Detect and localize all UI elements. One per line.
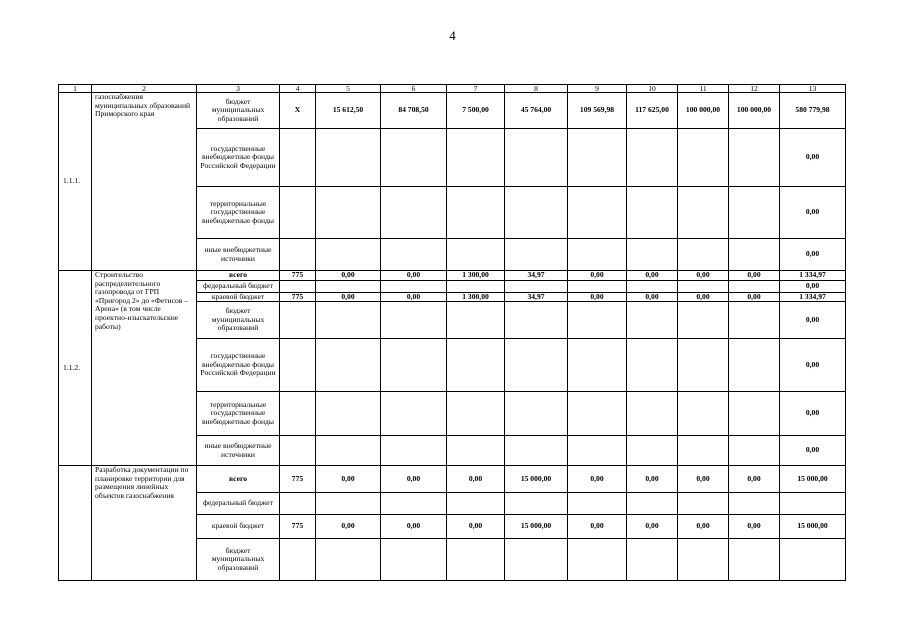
value-cell [505, 280, 568, 292]
budget-table [58, 84, 846, 581]
value-cell [316, 187, 381, 239]
value-cell [729, 539, 780, 581]
header-row [59, 85, 846, 93]
value-cell: 0,00 [627, 466, 678, 493]
value-cell [627, 436, 678, 466]
funding-source: иные внебюджетные источники [197, 239, 280, 271]
value-cell [381, 392, 447, 436]
value-cell [316, 392, 381, 436]
value-cell [568, 239, 627, 271]
value-cell [447, 493, 505, 515]
value-cell [627, 302, 678, 339]
value-cell: 0,00 [316, 271, 381, 281]
value-cell [729, 302, 780, 339]
value-cell: 34,97 [505, 292, 568, 302]
value-cell [505, 129, 568, 187]
value-cell: 100 000,00 [678, 93, 729, 129]
value-cell [381, 436, 447, 466]
value-cell [505, 392, 568, 436]
column-header: 11 [678, 85, 729, 93]
value-cell: 580 779,98 [780, 93, 846, 129]
value-cell: 0,00 [780, 392, 846, 436]
value-cell [316, 493, 381, 515]
value-cell [678, 539, 729, 581]
value-cell [316, 539, 381, 581]
funding-source: всего [197, 466, 280, 493]
value-cell: 0,00 [780, 302, 846, 339]
value-cell [568, 392, 627, 436]
value-cell [280, 339, 316, 392]
value-cell [729, 436, 780, 466]
value-cell [316, 436, 381, 466]
value-cell: 15 000,00 [505, 515, 568, 539]
value-cell [627, 392, 678, 436]
value-cell [678, 280, 729, 292]
value-cell: 1 334,97 [780, 271, 846, 281]
column-header: 6 [381, 85, 447, 93]
value-cell: 1 300,00 [447, 271, 505, 281]
value-cell: 0,00 [729, 515, 780, 539]
value-cell [447, 187, 505, 239]
item-description: Разработка документации по планировке территории для размещения линейных объектов газоснабжения [92, 466, 197, 581]
value-cell: 0,00 [780, 280, 846, 292]
funding-source: иные внебюджетные источники [197, 436, 280, 466]
value-cell: 0,00 [381, 292, 447, 302]
item-code: 1.1.1. [59, 93, 92, 271]
column-header: 3 [197, 85, 280, 93]
value-cell: 0,00 [381, 271, 447, 281]
value-cell [729, 493, 780, 515]
value-cell [280, 302, 316, 339]
value-cell [627, 239, 678, 271]
value-cell [316, 129, 381, 187]
value-cell: 0,00 [568, 515, 627, 539]
value-cell [316, 239, 381, 271]
value-cell [381, 129, 447, 187]
value-cell [381, 280, 447, 292]
value-cell [568, 280, 627, 292]
value-cell [627, 539, 678, 581]
value-cell [568, 339, 627, 392]
funding-source: территориальные государственные внебюджетные фонды [197, 392, 280, 436]
column-header: 12 [729, 85, 780, 93]
value-cell: 0,00 [316, 292, 381, 302]
value-cell [447, 436, 505, 466]
value-cell [381, 187, 447, 239]
funding-source: краевой бюджет [197, 292, 280, 302]
column-header: 7 [447, 85, 505, 93]
value-cell: 117 625,00 [627, 93, 678, 129]
funding-source: всего [197, 271, 280, 281]
funding-source: государственные внебюджетные фонды Российской Федерации [197, 339, 280, 392]
value-cell: 0,00 [381, 515, 447, 539]
value-cell [447, 280, 505, 292]
value-cell [316, 302, 381, 339]
value-cell [280, 129, 316, 187]
value-cell [678, 239, 729, 271]
value-cell: 0,00 [729, 271, 780, 281]
item-code [59, 466, 92, 581]
value-cell: 775 [280, 292, 316, 302]
value-cell: 15 000,00 [780, 515, 846, 539]
value-cell [729, 339, 780, 392]
value-cell [447, 129, 505, 187]
value-cell [505, 493, 568, 515]
value-cell: X [280, 93, 316, 129]
value-cell: 0,00 [780, 339, 846, 392]
value-cell [505, 239, 568, 271]
value-cell: 15 612,50 [316, 93, 381, 129]
value-cell: 0,00 [447, 466, 505, 493]
value-cell [280, 392, 316, 436]
value-cell [678, 436, 729, 466]
value-cell: 0,00 [627, 271, 678, 281]
value-cell: 100 000,00 [729, 93, 780, 129]
value-cell [568, 539, 627, 581]
value-cell: 0,00 [447, 515, 505, 539]
value-cell: 1 334,97 [780, 292, 846, 302]
value-cell: 0,00 [729, 292, 780, 302]
page-number: 4 [449, 28, 456, 43]
funding-source: территориальные государственные внебюджетные фонды [197, 187, 280, 239]
value-cell: 0,00 [316, 515, 381, 539]
budget-table-body [59, 85, 846, 581]
funding-source: федеральный бюджет [197, 280, 280, 292]
value-cell [447, 239, 505, 271]
value-cell [505, 436, 568, 466]
funding-source: федеральный бюджет [197, 493, 280, 515]
funding-source: бюджет муниципальных образований [197, 93, 280, 129]
table-row [59, 271, 846, 281]
value-cell: 0,00 [568, 292, 627, 302]
value-cell: 0,00 [678, 466, 729, 493]
value-cell: 775 [280, 271, 316, 281]
funding-source: бюджет муниципальных образований [197, 302, 280, 339]
column-header: 8 [505, 85, 568, 93]
column-header: 13 [780, 85, 846, 93]
value-cell [568, 493, 627, 515]
value-cell [280, 493, 316, 515]
value-cell [627, 339, 678, 392]
value-cell: 1 300,00 [447, 292, 505, 302]
value-cell [627, 280, 678, 292]
item-description: газоснабжения муниципальных образований Приморского края [92, 93, 197, 271]
value-cell [381, 239, 447, 271]
value-cell [729, 280, 780, 292]
value-cell: 775 [280, 466, 316, 493]
value-cell [780, 493, 846, 515]
value-cell: 34,97 [505, 271, 568, 281]
column-header: 4 [280, 85, 316, 93]
value-cell [678, 493, 729, 515]
value-cell [568, 302, 627, 339]
value-cell: 7 500,00 [447, 93, 505, 129]
column-header: 1 [59, 85, 92, 93]
value-cell: 0,00 [780, 239, 846, 271]
table-row [59, 93, 846, 129]
value-cell: 15 000,00 [780, 466, 846, 493]
value-cell [280, 280, 316, 292]
value-cell: 0,00 [678, 271, 729, 281]
column-header: 5 [316, 85, 381, 93]
value-cell [381, 302, 447, 339]
value-cell: 109 569,98 [568, 93, 627, 129]
value-cell: 15 000,00 [505, 466, 568, 493]
value-cell [568, 436, 627, 466]
value-cell [381, 339, 447, 392]
value-cell [316, 339, 381, 392]
value-cell [568, 129, 627, 187]
value-cell: 0,00 [568, 271, 627, 281]
value-cell [280, 187, 316, 239]
value-cell [280, 539, 316, 581]
value-cell: 0,00 [780, 187, 846, 239]
value-cell: 0,00 [678, 292, 729, 302]
item-code: 1.1.2. [59, 271, 92, 466]
funding-source: краевой бюджет [197, 515, 280, 539]
funding-source: бюджет муниципальных образований [197, 539, 280, 581]
value-cell [447, 302, 505, 339]
value-cell: 0,00 [627, 292, 678, 302]
value-cell: 84 708,50 [381, 93, 447, 129]
value-cell: 0,00 [316, 466, 381, 493]
value-cell [678, 302, 729, 339]
value-cell [729, 392, 780, 436]
column-header: 9 [568, 85, 627, 93]
value-cell: 0,00 [780, 436, 846, 466]
value-cell [729, 129, 780, 187]
value-cell [381, 539, 447, 581]
funding-source: государственные внебюджетные фонды Российской Федерации [197, 129, 280, 187]
value-cell [678, 339, 729, 392]
value-cell [678, 187, 729, 239]
value-cell [505, 539, 568, 581]
column-header: 10 [627, 85, 678, 93]
value-cell [568, 187, 627, 239]
value-cell [381, 493, 447, 515]
value-cell: 0,00 [568, 466, 627, 493]
value-cell: 45 764,00 [505, 93, 568, 129]
value-cell [780, 539, 846, 581]
value-cell: 0,00 [678, 515, 729, 539]
value-cell [729, 187, 780, 239]
value-cell: 0,00 [780, 129, 846, 187]
value-cell: 0,00 [381, 466, 447, 493]
table-row [59, 466, 846, 493]
value-cell [280, 436, 316, 466]
value-cell [627, 129, 678, 187]
value-cell [280, 239, 316, 271]
value-cell [447, 339, 505, 392]
item-description: Строительство распределительного газопровода от ГРП «Пригород 2» до «Фетисов – Арена» (в том числе проектно-изыскательские работы) [92, 271, 197, 466]
value-cell [505, 339, 568, 392]
value-cell: 0,00 [627, 515, 678, 539]
value-cell [316, 280, 381, 292]
value-cell: 775 [280, 515, 316, 539]
value-cell [447, 392, 505, 436]
value-cell [447, 539, 505, 581]
value-cell [505, 187, 568, 239]
value-cell [678, 129, 729, 187]
value-cell [729, 239, 780, 271]
value-cell: 0,00 [729, 466, 780, 493]
value-cell [627, 187, 678, 239]
value-cell [505, 302, 568, 339]
column-header: 2 [92, 85, 197, 93]
value-cell [678, 392, 729, 436]
value-cell [627, 493, 678, 515]
